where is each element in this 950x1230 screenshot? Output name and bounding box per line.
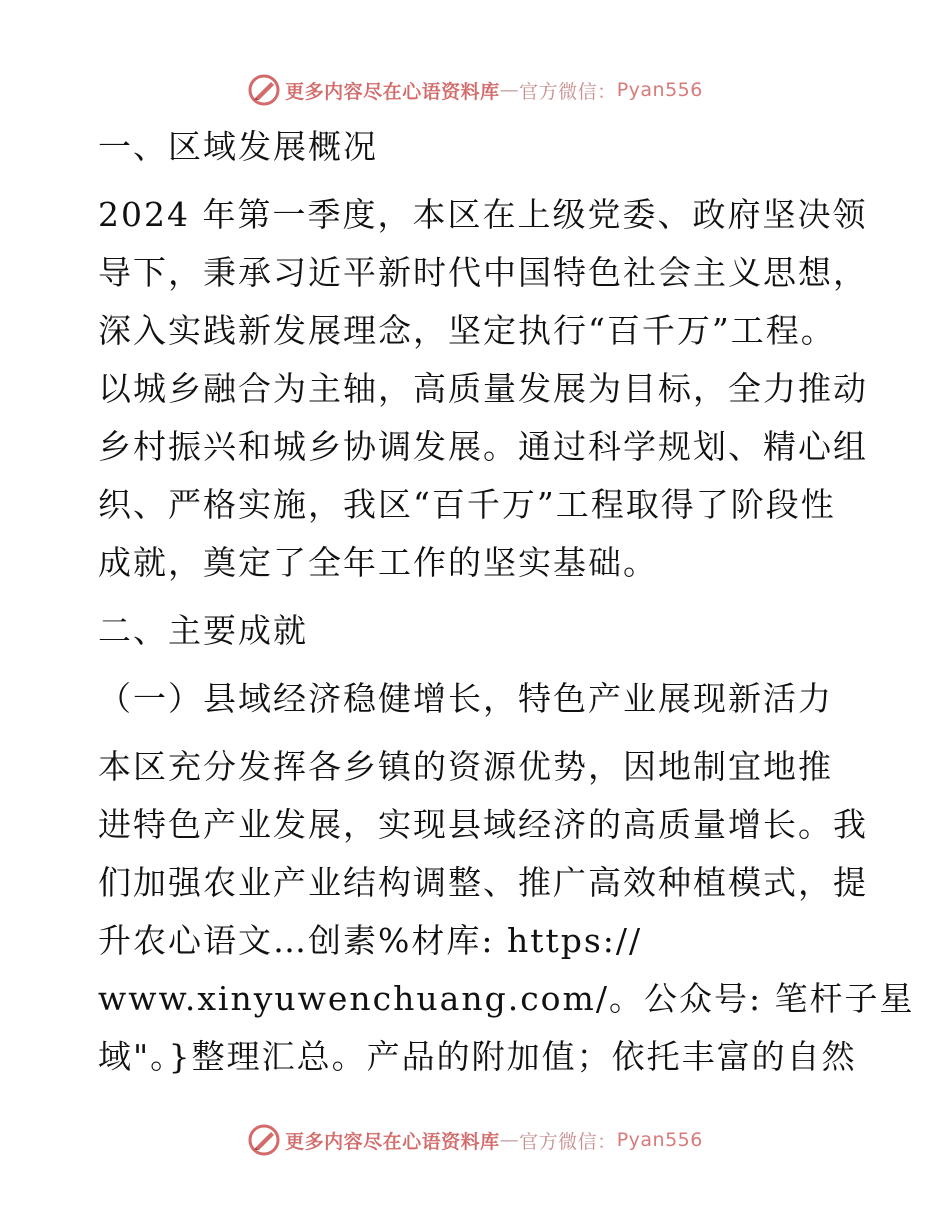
document-body xyxy=(98,118,915,1086)
paragraph-2-line-4: 升农心语文…创素%材库: https:// xyxy=(98,921,643,960)
paragraph-1-line-5: 乡村振兴和城乡协调发展。通过科学规划、精心组 xyxy=(98,427,868,466)
watermark-sub-text: 官方微信： xyxy=(519,1130,617,1153)
logo-icon xyxy=(247,73,281,107)
paragraph-1-line-1: 2024 年第一季度，本区在上级党委、政府坚决领 xyxy=(98,195,868,234)
subsection-heading-1: （一）县域经济稳健增长，特色产业展现新活力 xyxy=(98,679,833,718)
paragraph-2-line-2: 进特色产业发展，实现县域经济的高质量增长。我 xyxy=(98,805,868,844)
watermark-id-text: Pyan556 xyxy=(616,1129,703,1151)
paragraph-2-line-6: 域"。}整理汇总。产品的附加值；依托丰富的自然 xyxy=(98,1037,857,1076)
watermark-separator: — xyxy=(499,1129,520,1151)
watermark-main-text: 更多内容尽在心语资料库 xyxy=(285,1130,500,1153)
paragraph-1-line-2: 导下，秉承习近平新时代中国特色社会主义思想， xyxy=(98,253,868,292)
watermark-sub-text: 官方微信： xyxy=(519,80,617,103)
watermark-id-text: Pyan556 xyxy=(616,79,703,101)
watermark-main-text: 更多内容尽在心语资料库 xyxy=(285,80,500,103)
section-heading-2: 二、主要成就 xyxy=(98,611,308,650)
header-watermark xyxy=(0,70,950,110)
paragraph-1-line-4: 以城乡融合为主轴，高质量发展为目标，全力推动 xyxy=(98,369,868,408)
paragraph-2-line-3: 们加强农业产业结构调整、推广高效种植模式，提 xyxy=(98,863,868,902)
logo-icon xyxy=(247,1123,281,1157)
paragraph-1-line-3: 深入实践新发展理念，坚定执行“百千万”工程。 xyxy=(98,311,836,350)
paragraph-1-line-7: 成就，奠定了全年工作的坚实基础。 xyxy=(98,543,658,582)
section-heading-1: 一、区域发展概况 xyxy=(98,127,378,166)
paragraph-2-line-1: 本区充分发挥各乡镇的资源优势，因地制宜地推 xyxy=(98,747,833,786)
footer-watermark xyxy=(0,1120,950,1160)
paragraph-2-line-5: www.xinyuwenchuang.com/。公众号: 笔杆子星 xyxy=(98,979,915,1018)
paragraph-1-line-6: 织、严格实施，我区“百千万”工程取得了阶段性 xyxy=(98,485,836,524)
watermark-separator: — xyxy=(499,79,520,101)
